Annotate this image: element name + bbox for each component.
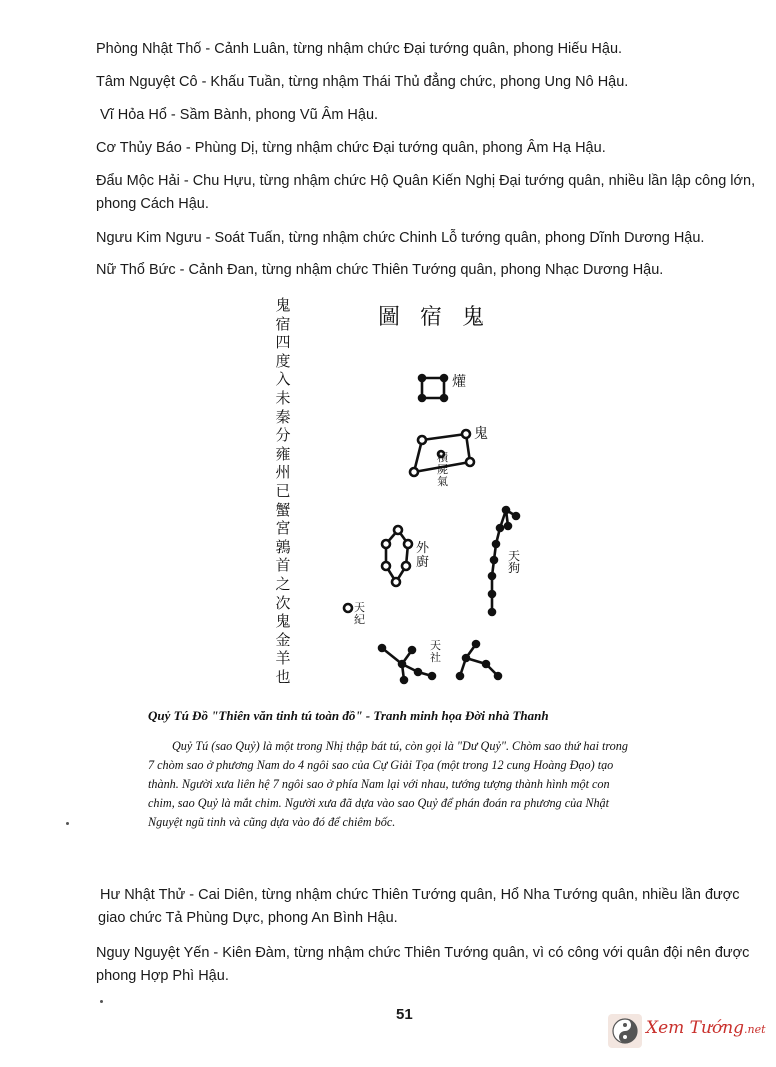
- vertical-char: 已: [275, 481, 291, 500]
- caption-body: Quỷ Tú (sao Quỷ) là một trong Nhị thập bát tú, còn gọi là "Dư Quỷ". Chòm sao thứ hai trong 7 chòm sao ở phương Nam do 4 ngôi sao của Cự Giải Tọa (một trong 12 cung Hoàng Đạo) tạo thành. Người xưa liên hệ 7 ngôi sao ở phía Nam lại với nhau, tướng tượng thành hình một con chim, sao Quỷ là mắt chim. Người xưa đã dựa vào sao Quỷ để phán đoán ra phương của Nhật Nguyệt ngũ tinh và cũng dựa vào đó để chiêm bốc.: [148, 739, 628, 829]
- paragraph-phong: Phòng Nhật Thố - Cảnh Luân, từng nhậm chức Đại tướng quân, phong Hiếu Hậu.: [96, 41, 623, 57]
- vertical-char: 鬼: [275, 296, 291, 314]
- vertical-char: 首: [275, 556, 291, 575]
- label-top-box: 爟: [452, 374, 466, 390]
- watermark-text: [646, 1018, 766, 1038]
- vertical-char: 羊: [275, 649, 291, 668]
- scan-mark: [66, 822, 69, 825]
- figure-vertical-text: [268, 296, 298, 686]
- label-tianshe: 天社: [430, 639, 441, 664]
- constellation-tianji: [344, 604, 352, 612]
- label-jishi: 積屍氣: [437, 451, 448, 488]
- paragraph-nguy: Nguy Nguyệt Yến - Kiên Đàm, từng nhậm chức Thiên Tướng quân, vì có công với quân đội nên được phong Hợp Phì Hậu.: [96, 945, 750, 984]
- caption-title: Quỷ Tú Đồ "Thiên văn tinh tú toàn đồ" - Tranh minh họa Đời nhà Thanh: [148, 708, 549, 723]
- star-chart: [320, 360, 530, 690]
- vertical-char: 分: [275, 426, 291, 445]
- watermark: [608, 1012, 768, 1054]
- vertical-char: 之: [275, 574, 291, 593]
- vertical-char: 也: [275, 667, 291, 686]
- label-tiangou: 天狗: [508, 549, 521, 575]
- yin-yang-icon: [608, 1014, 642, 1048]
- page-number: 51: [396, 1006, 413, 1023]
- paragraph-nu: Nữ Thổ Bức - Cảnh Đan, từng nhậm chức Thiên Tướng quân, phong Nhạc Dương Hậu.: [96, 262, 664, 278]
- vertical-char: 四: [275, 333, 291, 352]
- paragraph-co: Cơ Thủy Báo - Phùng Dị, từng nhậm chức Đại tướng quân, phong Âm Hạ Hậu.: [96, 140, 606, 156]
- paragraph-tam: Tâm Nguyệt Cô - Khấu Tuần, từng nhậm Thái Thủ đẳng chức, phong Ung Nô Hậu.: [96, 74, 629, 90]
- watermark-suffix: .net: [744, 1023, 766, 1036]
- vertical-char: 鬼: [275, 612, 291, 631]
- watermark-main: Xem Tướng: [646, 1018, 745, 1038]
- vertical-char: 蟹: [275, 500, 291, 519]
- constellation-top-box: [419, 375, 447, 401]
- vertical-char: 鶉: [275, 537, 291, 556]
- paragraph-hu: Hư Nhật Thử - Cai Diên, từng nhậm chức Thiên Tướng quân, Hổ Nha Tướng quân, nhiều lần được giao chức Tả Phùng Dực, phong An Bình Hậu.: [98, 887, 740, 926]
- vertical-char: 度: [275, 351, 291, 370]
- paragraph-nguu: Ngưu Kim Ngưu - Soát Tuấn, từng nhậm chức Chinh Lỗ tướng quân, phong Dĩnh Dương Hậu.: [96, 230, 705, 246]
- figure-title: 圖宿鬼: [378, 305, 505, 330]
- vertical-char: 金: [275, 630, 291, 649]
- vertical-char: 宿: [275, 314, 291, 333]
- label-waichu: 外廚: [416, 541, 430, 570]
- vertical-char: 未: [275, 388, 291, 407]
- constellation-waichu: [382, 526, 412, 586]
- vertical-char: 入: [275, 370, 291, 389]
- label-tianji: 天紀: [354, 601, 365, 626]
- label-gui: 鬼: [474, 426, 488, 442]
- vertical-char: 州: [275, 463, 291, 482]
- vertical-char: 秦: [275, 407, 291, 426]
- vertical-char: 雍: [275, 444, 291, 463]
- scan-mark: [100, 1000, 103, 1003]
- vertical-char: 次: [275, 593, 291, 612]
- paragraph-dau: Đẩu Mộc Hải - Chu Hựu, từng nhậm chức Hộ Quân Kiến Nghị Đại tướng quân, nhiều lần lập công lớn, phong Cách Hậu.: [96, 173, 756, 212]
- vertical-char: 宮: [275, 519, 291, 538]
- paragraph-vi: Vĩ Hỏa Hổ - Sầm Bành, phong Vũ Âm Hậu.: [100, 107, 379, 123]
